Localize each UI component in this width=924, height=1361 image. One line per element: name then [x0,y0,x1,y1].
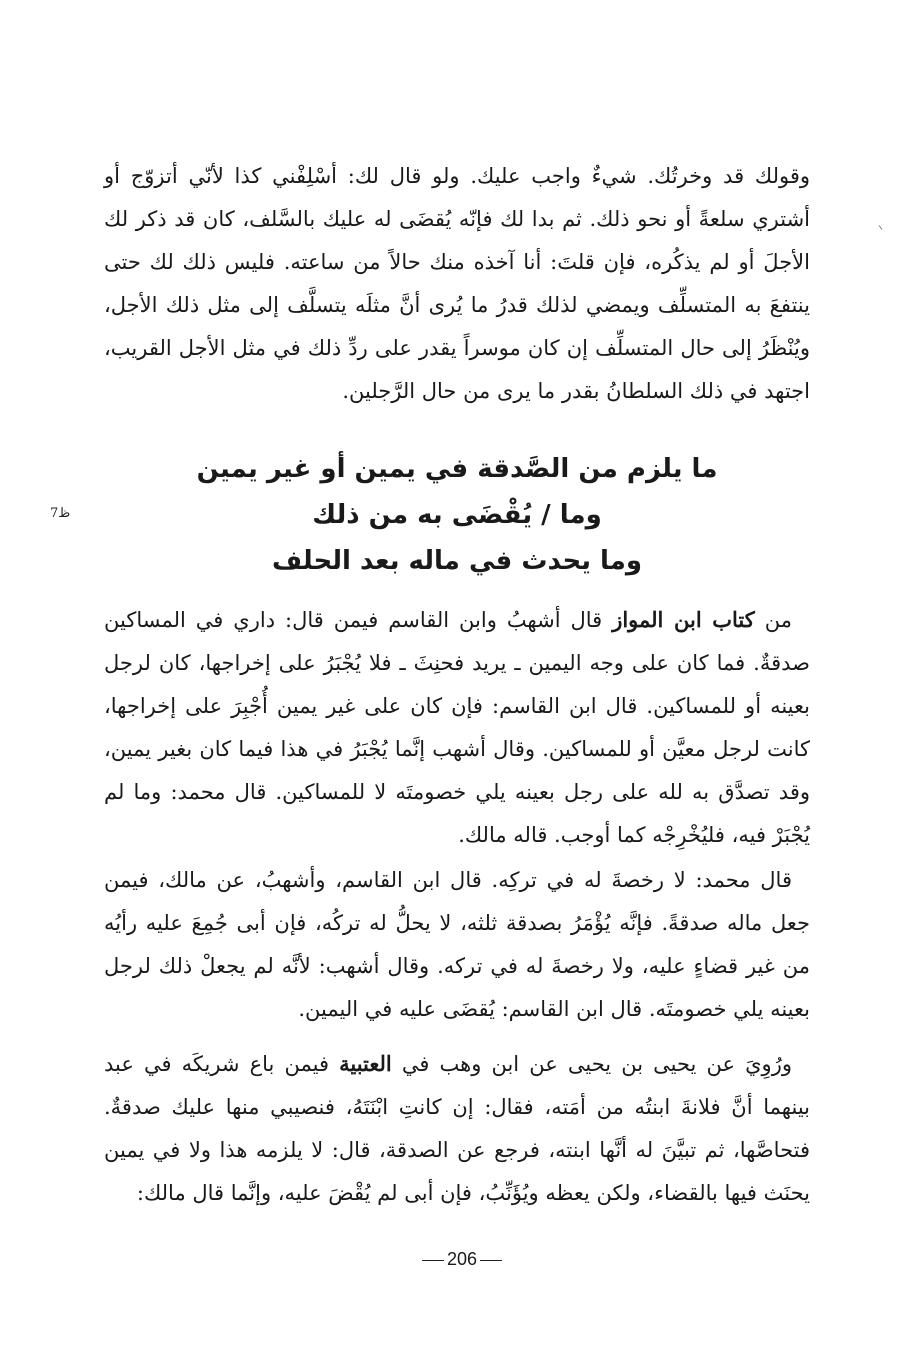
paragraph-4 [104,1042,810,1215]
source-title-kitab-ibn-almawaz: كتاب ابن المواز [612,607,755,632]
paragraph-2-body: قال أشهبُ وابن القاسم فيمن قال: داري في المساكين صدقةٌ. فما كان على وجه اليمين ـ يريد فحنِثَ ـ فلا يُجْبَرُ على إخراجها، كان لرجل بعينه أو للمساكين. قال ابن القاسم: فإن كان على غير يمين أُجْبِرَ على إخراجها، كانت لرجل معيَّن أو للمساكين. وقال أشهب إنَّما يُجْبَرُ في هذا فيما كان بغير يمين، وقد تصدَّق به لله على رجل بعينه يلي خصومتَه لا للمساكين. قال محمد: وما لم يُجْبَرْ فيه، فليُخْرِجْه كما أوجب. قاله مالك. [104,608,810,847]
paragraph-3-body: قال محمد: لا رخصةَ له في تركِه. قال ابن القاسم، وأشهبُ، عن مالك، فيمن جعل ماله صدقةً. فإنَّه يُؤْمَرُ بصدقة ثلثه، لا يحلُّ له تركُه، فإن أبى جُمِعَ عليه رأيُه من غير قضاءٍ عليه، ولا رخصةَ له في تركه. وقال أشهب: لأنَّه لم يجعلْ ذلك لرجل بعينه يلي خصومتَه. قال ابن القاسم: يُقضَى عليه في اليمين. [104,868,810,1021]
heading-line-2: وما / يُقْضَى به من ذلك [312,500,602,530]
source-title-al-utbiyya: العتبية [339,1051,392,1076]
heading-line-1: ما يلزم من الصَّدقة في يمين أو غير يمين [196,454,718,484]
page-number-footer [0,1247,924,1271]
dash-left [422,1260,444,1261]
paragraph-3 [104,859,810,1031]
page-number: 206 [446,1249,478,1269]
section-heading [104,446,810,584]
scan-speck [879,225,883,230]
paragraph-intro [104,155,810,413]
paragraph-4-lead: ورُوِيَ عن يحيى بن يحيى عن ابن وهب في [401,1052,792,1076]
paragraph-intro-text: وقولك قد وخرتُك. شيءٌ واجب عليك. ولو قال لك: أسْلِفْني كذا لأنّي أتزوّج أو أشتري سلعةً أو نحو ذلك. ثم بدا لك فإنّه يُقضَى له عليك بالسَّلف، كان قد ذكر لك الأجلَ أو لم يذكُره، فإن قلتَ: أنا آخذه منك حالاً من ساعته. فليس ذلك لك حتى ينتفعَ به المتسلِّف ويمضي لذلك قدرُ ما يُرى أنَّ مثلَه يتسلَّف إلى مثل ذلك الأجل، ويُنْظَرُ إلى حال المتسلِّف إن كان موسراً يقدر على ردِّ ذلك في مثل الأجل القريب، اجتهد في ذلك السلطانُ بقدر ما يرى من حال الرَّجلين. [104,164,810,403]
dash-right [480,1260,502,1261]
paragraph-4-text [104,1042,810,1215]
paragraph-2-lead: من [764,608,792,632]
paragraph-2-text [104,598,810,857]
heading-line-3: وما يحدث في ماله بعد الحلف [271,546,643,576]
paragraph-3-text [104,859,810,1031]
paragraph-4-body: فيمن باع شريكَه في عبد بينهما أنَّ فلانةَ ابنتُه من أمَته، فقال: إن كانتِ ابْنَتَهُ، فنصيبي منها عليك صدقةٌ. فتحاصَّها، ثم تبيَّنَ له أنَّها ابنته، فرجع عن الصدقة، قال: لا يلزمه هذا ولا في يمين يحنَث فيها بالقضاء، ولكن يعظه ويُؤَنِّبُ، فإن أبى لم يُقْضَ عليه، وإنَّما قال مالك: [104,1052,810,1205]
marginal-folio-note: ظ7 [50,506,71,521]
paragraph-2 [104,598,810,857]
